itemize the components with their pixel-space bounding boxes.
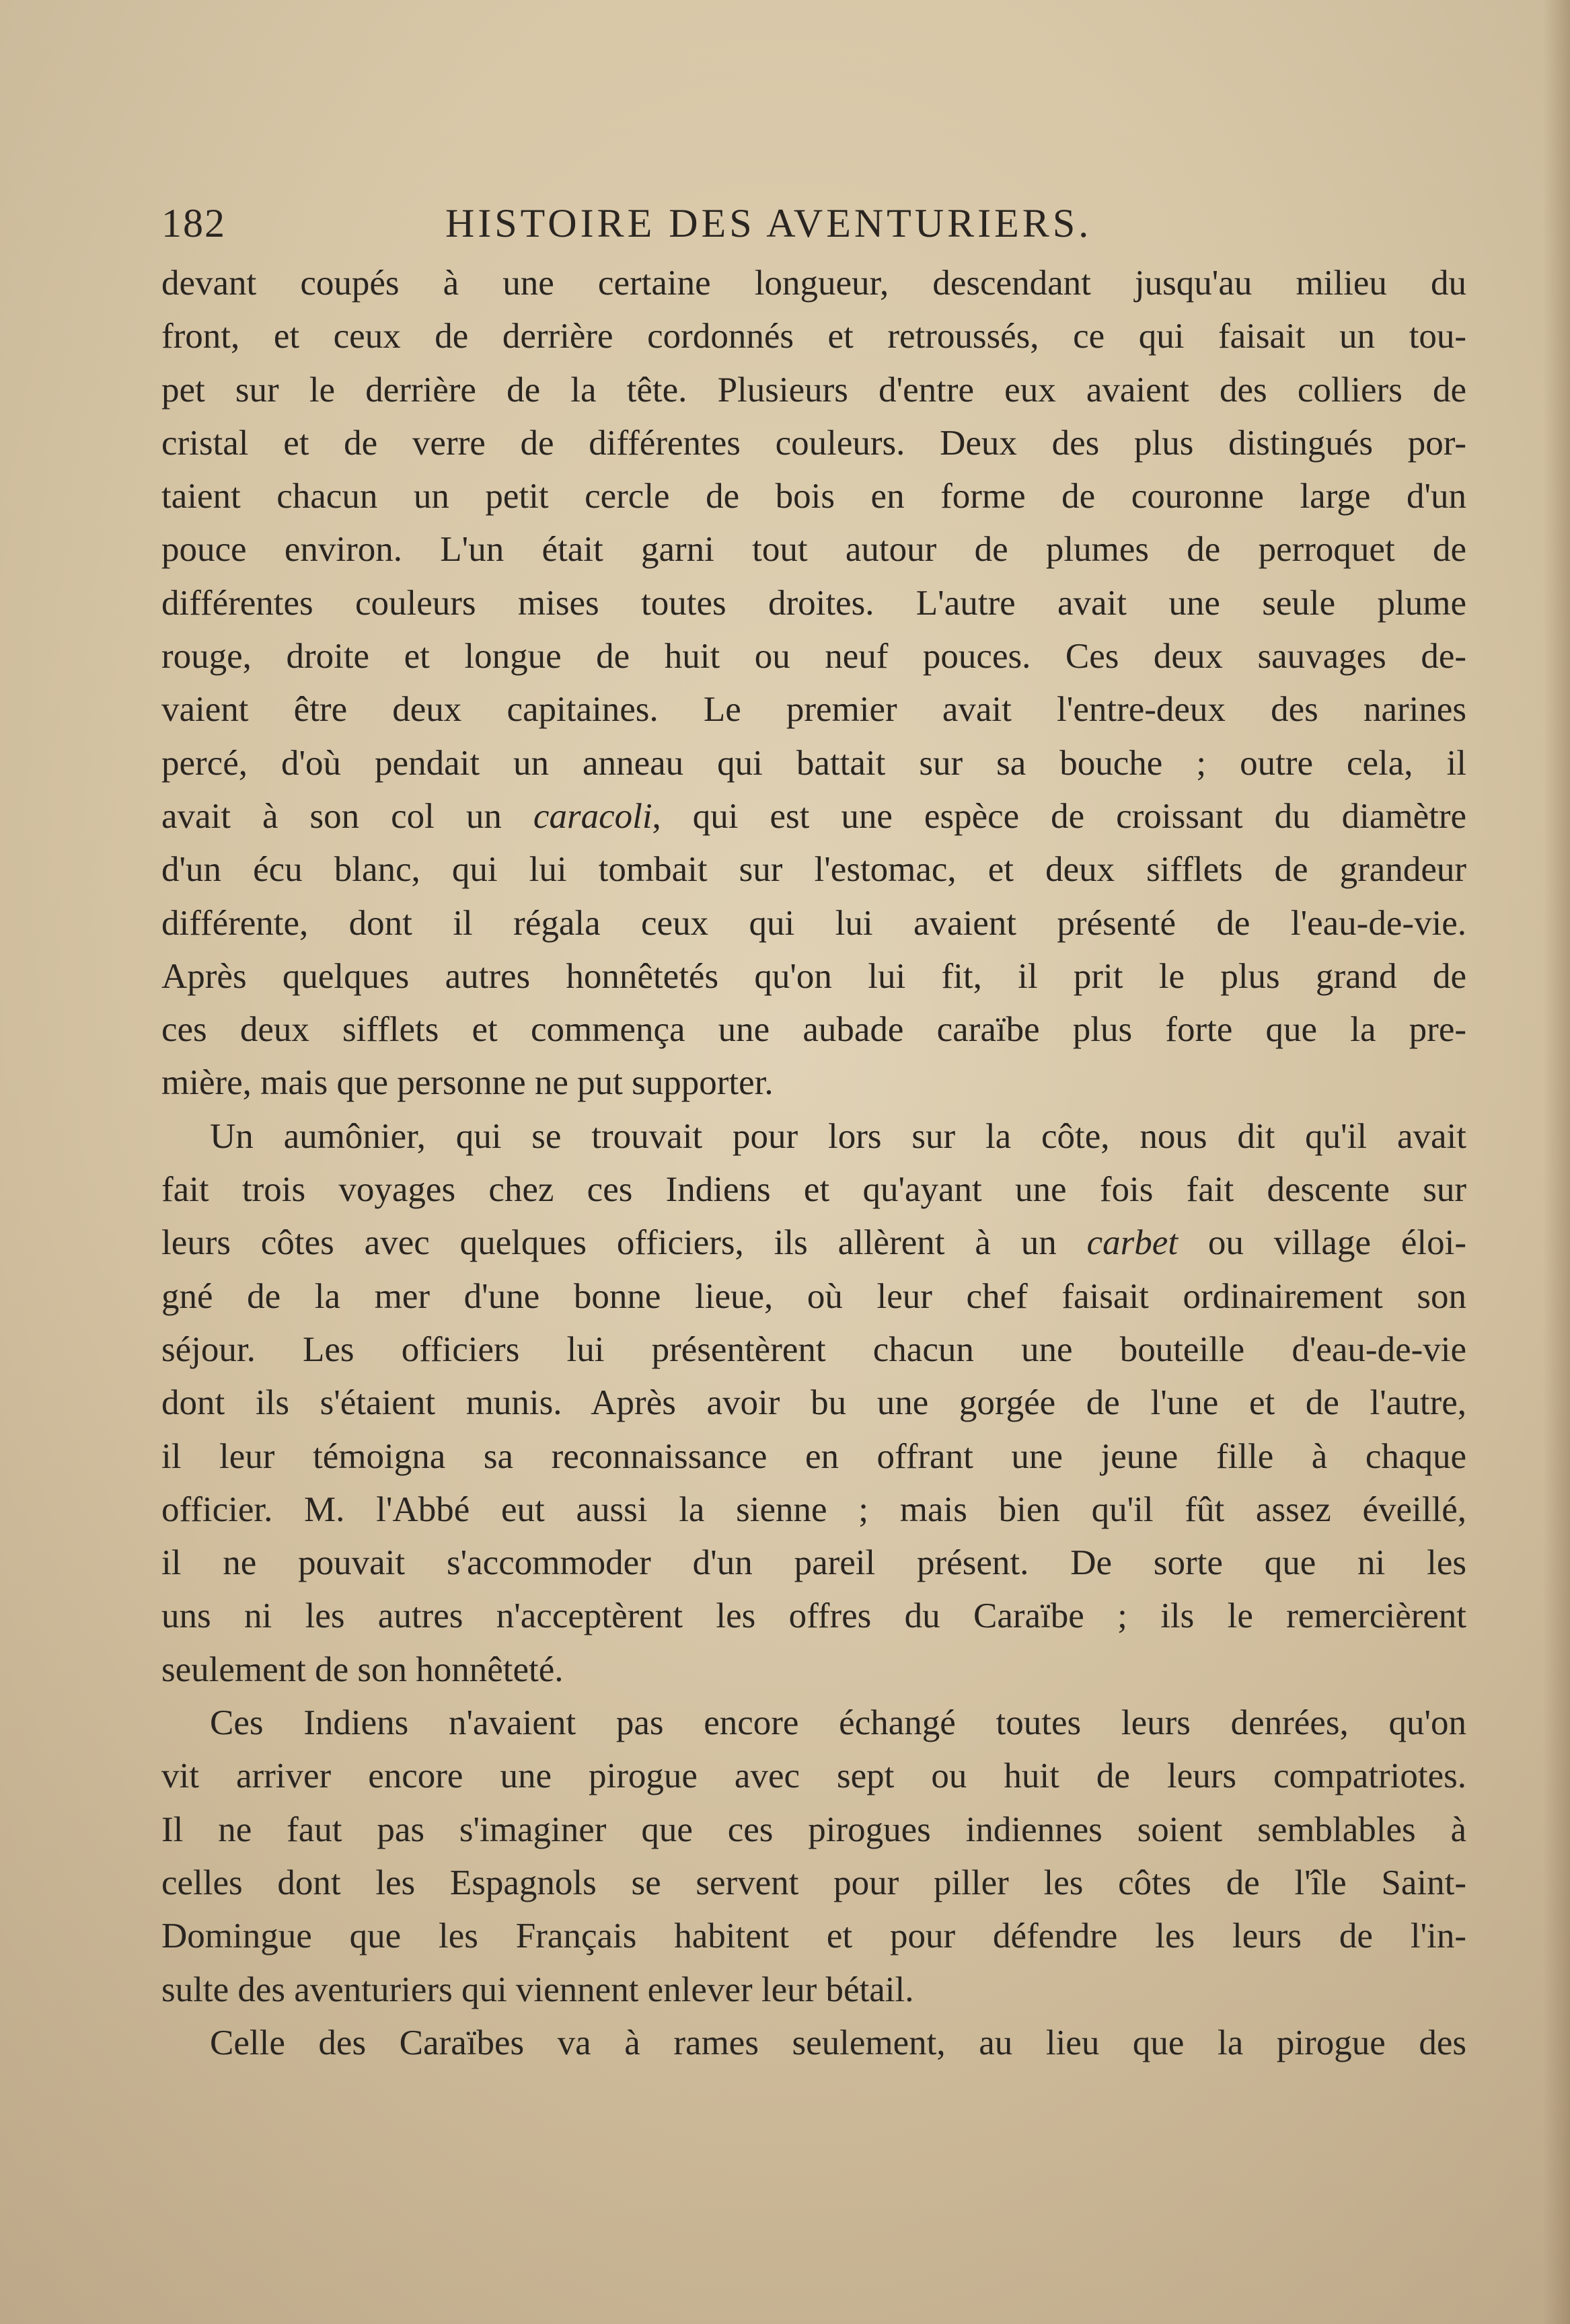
text-line: différentes couleurs mises toutes droites. L'autre avait une seule plume bbox=[161, 583, 1466, 623]
text-line: taient chacun un petit cercle de bois en forme de couronne large d'un bbox=[161, 477, 1466, 516]
running-head bbox=[161, 190, 1466, 257]
text-line bbox=[161, 1216, 1466, 1270]
page-edge-shadow bbox=[1543, 0, 1570, 2324]
text-line: séjour. Les officiers lui présentèrent chacun une bouteille d'eau-de-vie bbox=[161, 1329, 1466, 1369]
text-line: ces deux sifflets et commença une aubade caraïbe plus forte que la pre- bbox=[161, 1010, 1466, 1050]
text-line: seulement de son honnêteté. bbox=[161, 1650, 564, 1689]
text-line: Il ne faut pas s'imaginer que ces pirogues indiennes soient semblables à bbox=[161, 1810, 1466, 1849]
text-line: celles dont les Espagnols se servent pour piller les côtes de l'île Saint- bbox=[161, 1863, 1466, 1902]
italic-term: carbet bbox=[1086, 1223, 1179, 1263]
text-line: gné de la mer d'une bonne lieue, où leur chef faisait ordinairement son bbox=[161, 1276, 1466, 1316]
text-line: devant coupés à une certaine longueur, descendant jusqu'au milieu du bbox=[161, 264, 1466, 303]
text-line: mière, mais que personne ne put supporter. bbox=[161, 1063, 774, 1103]
page-number: 182 bbox=[161, 201, 226, 245]
text-block bbox=[161, 190, 1466, 2070]
text-line: cristal et de verre de différentes couleurs. Deux des plus distingués por- bbox=[161, 423, 1466, 463]
text-line: Après quelques autres honnêtetés qu'on lui fit, il prit le plus grand de bbox=[161, 956, 1466, 996]
text-line: uns ni les autres n'acceptèrent les offres du Caraïbe ; ils le remercièrent bbox=[161, 1596, 1466, 1636]
text-line: vit arriver encore une pirogue avec sept ou huit de leurs compatriotes. bbox=[161, 1756, 1466, 1796]
text-line bbox=[161, 790, 1466, 843]
text-line: d'un écu blanc, qui lui tombait sur l'estomac, et deux sifflets de grandeur bbox=[161, 850, 1466, 890]
text-line: dont ils s'étaient munis. Après avoir bu une gorgée de l'une et de l'autre, bbox=[161, 1383, 1466, 1423]
text-line: il leur témoigna sa reconnaissance en offrant une jeune fille à chaque bbox=[161, 1436, 1466, 1476]
text-segment: ou village éloi- bbox=[1178, 1223, 1466, 1263]
text-line: différente, dont il régala ceux qui lui avaient présenté de l'eau-de-vie. bbox=[161, 903, 1466, 943]
text-line: fait trois voyages chez ces Indiens et qu'ayant une fois fait descente sur bbox=[161, 1170, 1466, 1210]
text-line: Ces Indiens n'avaient pas encore échangé toutes leurs denrées, qu'on bbox=[210, 1703, 1466, 1743]
text-segment: leurs côtes avec quelques officiers, ils allèrent à un bbox=[161, 1223, 1087, 1263]
text-line: pouce environ. L'un était garni tout autour de plumes de perroquet de bbox=[161, 530, 1466, 570]
text-segment: avait à son col un bbox=[161, 796, 533, 836]
text-line: rouge, droite et longue de huit ou neuf pouces. Ces deux sauvages de- bbox=[161, 637, 1466, 676]
text-line: il ne pouvait s'accommoder d'un pareil présent. De sorte que ni les bbox=[161, 1543, 1466, 1583]
italic-term: caracoli bbox=[533, 796, 652, 836]
running-title: HISTOIRE DES AVENTURIERS. bbox=[445, 201, 1092, 245]
text-line: Celle des Caraïbes va à rames seulement, au lieu que la pirogue des bbox=[210, 2023, 1466, 2062]
text-line: percé, d'où pendait un anneau qui battait sur sa bouche ; outre cela, il bbox=[161, 743, 1466, 783]
text-line: vaient être deux capitaines. Le premier avait l'entre-deux des narines bbox=[161, 690, 1466, 730]
body-text bbox=[161, 257, 1466, 2070]
text-line: sulte des aventuriers qui viennent enlever leur bétail. bbox=[161, 1970, 914, 2009]
text-line: front, et ceux de derrière cordonnés et retroussés, ce qui faisait un tou- bbox=[161, 317, 1466, 356]
text-line: Domingue que les Français habitent et pour défendre les leurs de l'in- bbox=[161, 1916, 1466, 1956]
text-line: officier. M. l'Abbé eut aussi la sienne ; mais bien qu'il fût assez éveillé, bbox=[161, 1489, 1466, 1529]
text-line: pet sur le derrière de la tête. Plusieurs d'entre eux avaient des colliers de bbox=[161, 370, 1466, 410]
text-segment: , qui est une espèce de croissant du diamètre bbox=[652, 796, 1466, 836]
text-line: Un aumônier, qui se trouvait pour lors sur la côte, nous dit qu'il avait bbox=[210, 1116, 1466, 1156]
